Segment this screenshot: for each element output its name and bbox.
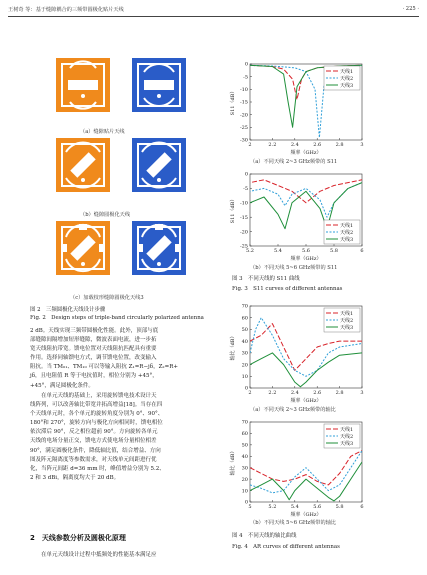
fig3-sub-b: （b）不同天线 5~6 GHz频带的 S11 xyxy=(250,265,338,271)
text-line: 90°，满足圆极化条件，降低轴比值，结合增益、方向 xyxy=(30,447,161,454)
x-tick-label: 5.8 xyxy=(330,248,338,254)
x-tick-label: 5.6 xyxy=(313,504,322,510)
x-tick-label: 2.2 xyxy=(268,390,277,396)
text-line: 2 dB。天线实现三频带圆极化性能。此外，顶部与底 xyxy=(30,328,159,334)
text-line: 线阵列，可以改善轴比带宽并拓高增益[18]。当存在四 xyxy=(30,402,163,409)
fig2-caption-cn: 图 2 三频圆极化天线设计步骤 xyxy=(30,307,106,313)
series-line-1 xyxy=(228,180,362,203)
fig3-caption-cn: 图 3 不同天线的 S11 曲线 xyxy=(232,276,300,282)
patch-antenna-plain xyxy=(56,58,110,112)
y-tick-label: 60 xyxy=(241,315,248,322)
y-tick-label: 10 xyxy=(241,373,248,380)
page-number: · 225 · xyxy=(402,6,419,12)
y-tick-label: 20 xyxy=(241,362,248,369)
x-tick-label: 2 xyxy=(248,390,252,396)
text-line: 作用。选择同轴馈电方式，调节馈电位置，改变输入 xyxy=(30,355,157,362)
y-tick-label: 0 xyxy=(244,171,248,178)
chart-s11-low-band xyxy=(228,60,368,156)
y-tick-label: 20 xyxy=(241,476,248,483)
x-tick-label: 2.2 xyxy=(268,142,277,148)
x-tick-label: 5.4 xyxy=(290,504,299,510)
y-axis-label: S11（dB） xyxy=(230,88,236,116)
y-tick-label: -5 xyxy=(243,74,248,81)
text-line: jδ，且电阻值 R 等于电抗值时，相位分别为 +45°， xyxy=(30,373,158,380)
y-tick-label: -10 xyxy=(239,200,248,207)
legend-label: 天线1 xyxy=(340,222,354,229)
fig2-sub-c: （c）加载枝形缝隙圆极化天线3 xyxy=(70,295,144,301)
y-tick-label: -20 xyxy=(239,229,248,236)
branch-slot-cp-antenna-blue xyxy=(132,221,186,275)
x-tick-label: 2.4 xyxy=(290,390,299,396)
legend-label: 天线1 xyxy=(340,426,354,433)
text-line: 宽天线阻抗带宽。馈电位置对天线阻抗匹配具有重要 xyxy=(30,346,157,353)
y-tick-label: -25 xyxy=(239,243,248,250)
x-tick-label: 5.6 xyxy=(302,248,310,254)
y-tick-label: 0 xyxy=(244,61,248,68)
legend-label: 天线3 xyxy=(340,236,354,243)
legend-label: 天线2 xyxy=(340,229,354,236)
patch-antenna-plain-blue xyxy=(132,58,186,112)
text-line: 2 和 3 dBi，隔离度均大于 20 dB。 xyxy=(30,474,120,481)
y-tick-label: -25 xyxy=(239,125,248,132)
y-tick-label: 10 xyxy=(241,488,248,495)
x-tick-label: 5.2 xyxy=(268,504,277,510)
y-tick-label: -30 xyxy=(239,137,248,144)
y-tick-label: -15 xyxy=(239,214,248,221)
text-line: 180°和 270°，旋转方向与极化方向相同时，馈电相位 xyxy=(30,420,163,427)
x-tick-label: 2 xyxy=(248,142,252,148)
x-axis-label: 频率（GHz） xyxy=(290,256,322,262)
legend-label: 天线2 xyxy=(340,317,354,324)
slot-cp-antenna xyxy=(56,138,110,192)
branch-slot-cp-antenna xyxy=(56,221,110,275)
text-line: 部缝隙间隔增加短形缝隙，微波表面电流，进一步拓 xyxy=(30,337,157,344)
text-line: 图及阵元隔离度等参数需求，对天线单元间距进行优 xyxy=(30,456,157,463)
chart-s11-high-band xyxy=(228,170,368,262)
y-tick-label: 70 xyxy=(241,419,248,426)
x-tick-label: 2.6 xyxy=(313,142,322,148)
x-tick-label: 2.4 xyxy=(290,142,299,148)
fig4-sub-b: （b）不同天线 5~6 GHz频带的轴比 xyxy=(250,520,337,526)
y-tick-label: 50 xyxy=(241,327,248,334)
legend-label: 天线2 xyxy=(340,433,354,440)
text-line: 化，当阵元间距 d=36 mm 时，峰值增益分别为 5.2、 xyxy=(30,465,165,472)
x-tick-label: 5.8 xyxy=(335,504,344,510)
text-line: +45°，满足圆极化条件。 xyxy=(30,382,94,389)
y-tick-label: 60 xyxy=(241,431,248,438)
legend-label: 天线3 xyxy=(340,440,354,447)
fig2-caption-en: Fig. 2 Design steps of triple-band circularly polarized antenna xyxy=(30,315,204,321)
fig2-antennas xyxy=(30,58,210,303)
x-tick-label: 3 xyxy=(360,390,364,396)
text-line: 个天线单元时，各个单元的旋转角度分别为 0°、90°、 xyxy=(30,411,164,418)
legend-label: 天线1 xyxy=(340,68,354,75)
legend-label: 天线2 xyxy=(340,75,354,82)
x-axis-label: 频率（GHz） xyxy=(290,150,322,156)
text-line: 阻抗。当 TM₀₁、TM₁₀ 可以等输入阻抗 Z₁=R−jδ，Z₂=R+ xyxy=(30,364,178,371)
fig4-sub-a: （a）不同天线 2~3 GHz频带的轴比 xyxy=(250,407,336,413)
x-tick-label: 5 xyxy=(248,504,252,510)
y-tick-label: -10 xyxy=(239,87,248,94)
x-tick-label: 5.2 xyxy=(246,248,254,254)
y-tick-label: -15 xyxy=(239,99,248,106)
y-axis-label: S11（dB） xyxy=(230,196,236,224)
x-tick-label: 6 xyxy=(360,248,364,254)
running-title: 王树奇 等：基于缝隙耦合的三频带圆极化贴片天线 xyxy=(8,7,124,13)
paragraph-2 xyxy=(30,392,213,483)
fig3-sub-a: （a）不同天线 2~3 GHz频带的 S11 xyxy=(250,159,338,165)
y-tick-label: 30 xyxy=(241,350,248,357)
x-tick-label: 2.8 xyxy=(335,142,344,148)
legend-label: 天线3 xyxy=(340,324,354,331)
y-axis-label: 轴比（dB） xyxy=(230,448,236,476)
y-tick-label: 70 xyxy=(241,303,248,310)
y-tick-label: 50 xyxy=(241,442,248,449)
x-tick-label: 6 xyxy=(360,504,364,510)
series-line-3 xyxy=(250,353,362,387)
y-tick-label: 40 xyxy=(241,338,248,345)
fig3-caption-en: Fig. 3 S11 curves of different antennas xyxy=(232,286,343,292)
fig4-caption-cn: 图 4 不同天线的轴比曲线 xyxy=(232,533,297,539)
y-tick-label: 0 xyxy=(244,499,248,506)
y-tick-label: 40 xyxy=(241,453,248,460)
chart-ar-high-band xyxy=(228,418,368,518)
series-line-2 xyxy=(250,451,362,493)
page-header xyxy=(8,4,419,17)
chart-ar-low-band xyxy=(228,302,368,404)
text-line: 在单元天线的基础上，采用旋转馈电技术设计天 xyxy=(41,393,157,399)
text-line: 在单元天线设计过程中抵频处的性能基本满足应 xyxy=(41,552,157,558)
legend-label: 天线1 xyxy=(340,310,354,317)
x-axis-label: 频率（GHz） xyxy=(290,398,322,404)
fig2-sub-a: （a）缝隙贴片天线 xyxy=(80,129,125,135)
y-tick-label: -5 xyxy=(243,186,248,193)
x-tick-label: 3 xyxy=(360,142,364,148)
paragraph-3 xyxy=(30,551,213,560)
legend-label: 天线3 xyxy=(340,82,354,89)
text-line: 依次滞后 90°，反之相位超前 90°。方向旋转各单元 xyxy=(30,429,158,436)
x-tick-label: 2.8 xyxy=(335,390,344,396)
x-axis-label: 频率（GHz） xyxy=(290,512,322,518)
fig2-sub-b: （b）缝隙圆极化天线 xyxy=(80,212,131,218)
x-tick-label: 2.6 xyxy=(313,390,322,396)
y-axis-label: 轴比（dB） xyxy=(230,333,236,361)
y-tick-label: 0 xyxy=(244,385,248,392)
slot-cp-antenna-blue xyxy=(132,138,186,192)
y-tick-label: -20 xyxy=(239,112,248,119)
y-tick-label: 30 xyxy=(241,465,248,472)
paragraph-1 xyxy=(30,327,213,391)
section-title: 2 天线参数分析及圆极化原理 xyxy=(30,534,126,542)
fig4-caption-en: Fig. 4 AR curves of different antennas xyxy=(232,544,340,550)
x-tick-label: 5.4 xyxy=(274,248,282,254)
text-line: 天线的电场分量正交，馈电方式使电场分量相位相差 xyxy=(30,438,157,445)
